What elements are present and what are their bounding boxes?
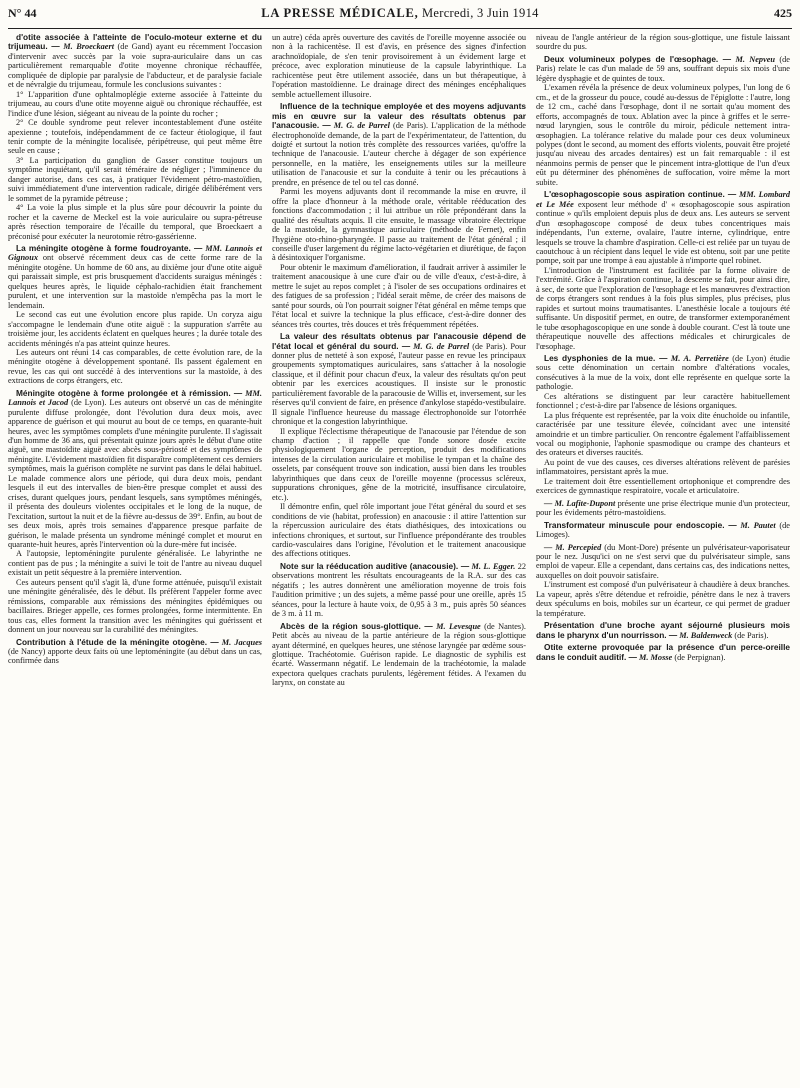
article-authors: MM. Lombard et Le Mée (536, 190, 790, 209)
article-paragraph: niveau de l'angle antérieur de la région sous-glottique, une fistule laissant sourdre du pus. (536, 33, 790, 52)
article-lead (536, 543, 790, 581)
article-authors: M. G. de Parrel (333, 121, 390, 131)
article-affiliation: (de Paris). (472, 341, 508, 351)
article-paragraph: Les auteurs ont réuni 14 cas comparables, de cette évolution rare, de la méningite otogène à développement spontané. Ils passent également en revue, les cas qui ont succédé à des interventions sur la mastoïde, à des extractions de corps étrangers, etc. (8, 347, 262, 386)
article-block (536, 354, 790, 496)
article-lead (536, 354, 790, 392)
article-text: Pour donner plus de netteté à son exposé, l'auteur passe en revue les principaux groupements symptomatiques auriculaires, sans s'attacher à la nosologie classique, et il définit pour chacun d'eux, la valeur des résultats qu'on peut obtenir par les exercices acoustiques. Il insiste sur le pronostic particulièrement favorable de la paracousie de Willis et, inversement, sur les réserves qu'il convient de faire, en présence d'ankylose stapédo-vestibulaire. Il signale l'influence heureuse du massage électrophonoïde sur l'otorrhée chronique et la congestion labyrinthique. (272, 341, 526, 427)
article-lead (8, 33, 262, 90)
page-number: 425 (773, 6, 792, 20)
column-1 (8, 33, 262, 1069)
article-affiliation: (de Perpignan). (674, 652, 726, 662)
article-lead (8, 244, 262, 310)
article-block (536, 499, 790, 518)
article-affiliation: (de Lyon) (732, 353, 767, 363)
article-affiliation: (de Nancy) (8, 647, 46, 656)
article-paragraph: Il explique l'éclectisme thérapeutique de l'anacousie par l'étendue de son champ d'action ; il rappelle que l'onde sonore dosée excite physiologiquement l'organe de perception, produit des modifications intenses de la circulation auriculaire et mobilise le tympan et la chaîne des osselets, par conséquent trouve son indication, aussi bien dans les troubles labyrinthiques que dans ceux de l'oreille moyenne (processus scléreux, suppurations chroniques, gêne de la motricité, insuffisance circulatoire, etc.). (272, 426, 526, 502)
journal-title: LA PRESSE MÉDICALE, (261, 6, 419, 20)
article-lead (8, 389, 262, 550)
article-block (272, 33, 526, 99)
article-title: Influence de la technique employée et des moyens adjuvants mis en œuvre sur la valeur des résultats obtenus par l'anacousie. — (272, 101, 526, 131)
article-paragraph: Il démontre enfin, quel rôle important joue l'état général du sourd et ses conditions de vie (habitat, profession) en anacousie : il attire l'attention sur la répercussion auriculaire des états diathésiques, des intoxications ou infections chroniques, et surtout, sur l'influence prépondérante des troubles cardio-vasculaires dans l'origine, l'évolution et le traitement anacousique des affections otitiques. (272, 502, 526, 559)
article-text: présente une prise électrique munie d'un protecteur, pour les évidements pétro-mastoïdiens. (536, 498, 790, 518)
article-authors: M. Nepveu (735, 54, 776, 64)
article-lead (536, 190, 790, 266)
article-block (272, 102, 526, 329)
article-title: L'œsophagoscopie sous aspiration continue. — (544, 189, 737, 200)
article-text: Les auteurs ont observé un cas de méningite purulente diffuse prolongée, dont l'évolution dura deux mois, avec apparence de guérison et qui mourut au bout de ce temps, en quarante-huit heures, avec les symptômes complets d'une méningite purulente. Il s'agissait d'un homme de 36 ans, qui présentait quinze jours après le début d'une otite aiguë, une mastoïdite aiguë avec abcès sous-périosté et des symptômes de méningite. L'évidement mastoïdien fit disparaître complètement ces derniers symptômes, mais la guérison complète ne survint pas dans le délai habituel. Le malade commence alors une période, qui dura deux mois, pendant lesquels il eut des intervalles de bien-être presque complet et aussi des crises, durant quelques jours, pendant lesquels, sans symptômes méningés, il présenta des douleurs violentes occipitales et le long de la nuque, de l'excitation, surtout la nuit et de la fièvre au-dessus de 39°. Enfin, au bout de ses deux mois, après trois semaines d'apparence presque parfaite de guérison, le malade présenta un syndrome méningé complet et mourut en quarante-huit heures, après l'intervention où la dure-mère fut incisée. (8, 398, 262, 550)
article-affiliation: (de Nantes). (484, 621, 526, 631)
article-affiliation: (du Mont-Dore) (604, 542, 659, 552)
article-title: Abcès de la région sous-glottique. — (280, 620, 433, 631)
article-block (8, 638, 262, 666)
column-3 (536, 33, 790, 1069)
article-affiliation: (de Gand) (117, 42, 153, 52)
article-lead (272, 332, 526, 427)
journal-masthead (261, 6, 538, 21)
article-authors: MM. Lannois et Jacod (8, 388, 262, 408)
article-paragraph: Ces auteurs pensent qu'il s'agit là, d'une forme atténuée, puisqu'il existait une méningite généralisée, dès le début. Ils préfèrent l'appeler forme avec rémissions, comparable aux rémissions des méningites épidémiques ou bacillaires. Brieger appelle, ces formes prolongées, forme intermittente. En tous cas, elles forment la transition avec les méningites qui guérissent et donnent un jour nouveau sur la curabilité des méningites. (8, 577, 262, 635)
article-lead (536, 643, 790, 662)
article-paragraph: Ces altérations se distinguent par leur caractère habituellement fonctionnel ; c'est-à-dire par l'absence de lésions organiques. (536, 391, 790, 411)
article-authors: M. Mosse (639, 652, 673, 662)
article-block (8, 244, 262, 386)
article-paragraph: 1° L'apparition d'une ophtalmoplégie externe associée à l'atteinte du trijumeau, au cours d'une otite moyenne aiguë ou chronique réchauffée, est l'indice d'une lésion, siégeant au niveau de la pointe du rocher ; (8, 89, 262, 118)
article-lead (536, 55, 790, 83)
article-block (8, 33, 262, 241)
article-paragraph: L'examen révéla la présence de deux volumineux polypes, l'un long de 6 cm., et de la grosseur du pouce, coudé au-dessus de l'épiglotte : l'autre, long de 12 cm., caché dans l'œsophage, dont il ne sortait qu'au moment des efforts, accompagnés de toux. Ablation avec la pince à griffes et le serre-nœud laryngien, sous le contrôle du miroir, pédicule nettement intra-œsophagien. La tolérance relative du malade pour ces deux volumineux polypes (dont le second, au moment des efforts violents, pouvait être projeté jusqu'au niveau des arcades dentaires) est un fait remarquable : il est néanmoins permis de penser que le pincement intra-glottique de l'un d'eux eût pu déterminer des phénomènes de suffocation, voire même la mort subite. (536, 83, 790, 187)
article-block (272, 332, 526, 559)
article-block (536, 190, 790, 351)
article-lead (536, 621, 790, 640)
article-affiliation: (de Limoges). (536, 520, 790, 540)
article-block (272, 622, 526, 688)
issue-number: N° 44 (8, 6, 37, 20)
article-title: Méningite otogène à forme prolongée et à rémission. — (16, 387, 243, 398)
article-authors: M. G. de Parrel (413, 341, 470, 351)
article-paragraph: 3° La participation du ganglion de Gasser constitue toujours un symptôme inquiétant, qu'il serait téméraire de négliger ; l'imminence du danger autorise, dans ces cas, à pratiquer l'évidement pétro-mastoïdien, suivi immédiatement d'une intervention radicale, dirigée délibérément vers le sommet de la pyramide pétreuse ; (8, 155, 262, 203)
article-title: Transformateur minuscule pour endoscopie. — (544, 519, 737, 530)
text-columns (8, 33, 792, 1069)
article-block (8, 389, 262, 635)
running-header (8, 6, 792, 29)
article-authors: M. Pautet (740, 520, 776, 530)
article-authors: M. Broeckaert (63, 42, 115, 52)
article-paragraph: Parmi les moyens adjuvants dont il recommande la mise en œuvre, il offre la place d'honneur à la méthode orale, véritable rééducation des fonctions d'accommodation ; il lui attribue un rôle prépondérant dans la qualité des résultats acquis. Il cite ensuite, le massage vibratoire électrique de la mastoïde, la gymnastique auriculaire (méthode de Fernet), enfin l'hygiène oto-rhino-pharyngée. Il passe au traitement de l'état général ; il conseille d'user largement du régime lacto-végétarien et diurétique, de façon à désintoxiquer l'organisme. (272, 187, 526, 263)
article-authors: M. Levesque (436, 621, 481, 631)
article-paragraph: Au point de vue des causes, ces diverses altérations relèvent de parésies inflammatoires, persistant après la mue. (536, 457, 790, 477)
article-lead (272, 102, 526, 187)
article-lead (536, 521, 790, 540)
article-lead (536, 499, 790, 518)
article-affiliation: (de Paris). (392, 121, 429, 131)
column-2 (272, 33, 526, 1069)
article-block (536, 521, 790, 540)
article-text: relate le cas d'un malade de 59 ans, souffrant depuis six mois d'une légère dysphagie et de quintes de toux. (536, 64, 790, 83)
article-title: Présentation d'une broche ayant séjourné plusieurs mois dans le pharynx d'un nourrisson. — (536, 620, 790, 640)
article-paragraph: L'introduction de l'instrument est facilitée par la forme olivaire de l'extrémité. Grâce à l'aspiration continue, la descente se fait, pour ainsi dire, à sec, de sorte que l'exploration de l'œsophage et les manœuvres d'extraction de corps étrangers sont rendues à la fois plus simples, plus précises, plus rapides et surtout moins traumatisantes. L'anesthésie locale a toujours été suffisante. Un dispositif permet, en outre, de transformer extemporanément le tube œsophagoscopique en une sonde à double courant. C'est là toute une thérapeutique nouvelle des affections médicales et chirurgicales de l'œsophage. (536, 265, 790, 351)
article-paragraph: 2° Ce double syndrome peut relever incontestablement d'une ostéite apexienne ; toutefois, indépendamment de ce facteur étiologique, il faut tenir compte de la méningite localisée, péripétreuse, qui peut même être seule en cause ; (8, 118, 262, 156)
article-authors: M. Jacques (221, 637, 262, 647)
article-block (536, 643, 790, 662)
article-authors: — M. Lafite-Dupont (544, 498, 616, 508)
article-authors: M. Baldenweck (679, 630, 733, 640)
article-authors: M. L. Egger. (471, 561, 516, 571)
article-paragraph: Le traitement doit être essentiellement ortophonique et comprendre des exercices de gymnastique respiratoire, vocale et articulatoire. (536, 476, 790, 496)
article-title: La méningite otogène à forme foudroyante. — (16, 242, 203, 253)
article-text: apporte deux faits où une leptoméningite (au début dans un cas, confirmée dans (8, 647, 262, 666)
article-text: étudie sous cette dénomination un certain nombre d'altérations vocales, consécutives à la mue de la voix, dont elle représente en quelque sorte la pathologie. (536, 353, 790, 392)
article-paragraph: Le second cas eut une évolution encore plus rapide. Un coryza aigu s'accompagne le lendemain d'une otite aiguë : la suppuration s'arrête au troisième jour, les accidents éclatent en quelques heures ; la durée totale des accidents méningés n'a pas atteint quinze heures. (8, 310, 262, 348)
article-text: exposent leur méthode d' « œsophagoscopie sous aspiration continue » qu'ils emploient depuis plus de deux ans. Les auteurs se servent d'un œsophagoscope composé de deux tubes concentriques mais indépendants, l'un externe, ovalaire, l'autre interne, cylindrique, entre lesquels se trouve la chambre d'aspiration. Celle-ci est reliée par un tuyau de caoutchouc à un récipient dans lequel le vide est obtenu, soit par une petite pompe, soit par une trompe à eau ajustable à n'importe quel robinet. (536, 199, 790, 266)
article-title: Otite externe provoquée par la présence d'un perce-oreille dans le conduit auditif. — (536, 642, 790, 662)
article-block (536, 55, 790, 187)
article-block (536, 621, 790, 640)
article-lead (272, 562, 526, 619)
article-paragraph: A l'autopsie, leptoméningite purulente généralisée. Le labyrinthe ne contient pas de pus ; la méningite a suivi le toit de l'antre au niveau duquel existait un petit séquestre à la première intervention. (8, 549, 262, 578)
article-block (536, 33, 790, 52)
article-paragraph: un autre) céda après ouverture des cavités de l'oreille moyenne associée ou non à la rachicentèse. Il est d'avis, en présence des signes d'infection arachnoïdopiale, de s'en tenir provisoirement à un évidement large et précoce, avec exploration minutieuse de la capsule labyrinthique. La rachicentèse peut être utilement associée, dans un but thérapeutique, à l'opération mastoïdienne. Le drainage direct des méninges encéphaliques semble actuellement illusoire. (272, 33, 526, 99)
article-text: Petit abcès au niveau de la partie antérieure de la région sous-glottique ayant déterminé, en quelques heures, une sténose laryngée par œdème sous-glottique. Trachéotomie. Guérison rapide. Le diagnostic de syphilis est écarté. Wassermann négatif. Le lendemain de la trachéotomie, la malade expectora quelques crachats purulents, légèrement fétides. A l'examen du larynx, on constate au (272, 631, 526, 688)
article-paragraph: La plus fréquente est représentée, par la voix dite énuchoïde ou infantile, caractérisée par une tessiture élevée, coïncidant avec une intensité amoindrie et un timbre particulier. On rencontre également l'affaiblissement vocal ou mogiphonie, l'aphonie spasmodique ou crampe des chanteurs et des orateurs et diverses raucités. (536, 410, 790, 458)
article-title: Note sur la rééducation auditive (anacousie). — (280, 560, 470, 571)
article-authors: — M. Percepied (544, 542, 602, 552)
article-affiliation: (de Paris) (536, 54, 790, 74)
article-text: ayant eu récemment l'occasion d'intervenir avec succès par la voie supra-auriculaire dans un cas particulièrement remarquable d'otite moyenne chronique réchauffée, compliquée de diplopie par paralysie de l'abducteur, et de paralysie faciale et de névralgie du trijumeau, formule les conclusions suivantes : (8, 42, 262, 90)
article-affiliation: (de Paris). (734, 630, 769, 640)
article-text: ont observé récemment deux cas de cette forme rare de la méningite otogène. Un homme de 60 ans, au dixième jour d'une otite aiguë qui paraissait simple, est pris brusquement d'accidents suraigus méningés : quelques heures après, le liquide céphalo-rachidien était franchement purulent, et une intervention sur la mastoïde n'empêcha pas la mort le lendemain. (8, 253, 262, 310)
article-block (536, 543, 790, 619)
article-authors: M. A. Perretière (670, 353, 729, 363)
article-lead (8, 638, 262, 666)
article-text: L'application de la méthode électrophonoïde demande, de la part de l'expérimentateur, de l'attention, du doigté et surtout la notion très complète des ressources variées, qu'offre la technique de l'anacousie. L'auteur cherche à dégager de son expérience personnelle, en la matière, les enseignements utiles sur la meilleure utilisation de l'anacousie et sur la conduite à tenir ou les précautions à prendre, en présence de tel ou tel cas donné. (272, 121, 526, 187)
article-authors: MM. Lannois et Gignoux (8, 243, 262, 263)
journal-page (8, 6, 792, 1076)
issue-date: Mercredi, 3 Juin 1914 (421, 6, 539, 20)
article-title: d'otite associée à l'atteinte de l'oculo-moteur externe et du trijumeau. — (8, 33, 262, 52)
article-paragraph: 4° La voie la plus simple et la plus sûre pour découvrir la pointe du rocher et la caverne de Meckel est la voie auriculaire ou supra-pétreuse après résection temporaire de l'écaille du temporal, que Broeckaert a préconisé pour exécuter la neurotomie rétro-gassérienne. (8, 203, 262, 241)
article-text: présente un pulvérisateur-vaporisateur pour le nez. Jusqu'ici on ne s'est servi que du pulvérisateur simple, sans emploi de vapeur. Elle a cependant, dans certains cas, des indications nettes, auxquelles on doit pouvoir satisfaire. (536, 542, 790, 580)
article-text: 22 observations montrent les résultats encourageants de la R.A. sur des cas négatifs ; les autres donnèrent une amélioration moyenne de trois fois l'audition primitive ; un des sujets, a même passé pour une oreille, après 15 séances, pour la lecture à haute voix, de 0,95 à 3 m., puis après 50 séances de 3 m. à 11 m. (272, 561, 526, 619)
article-paragraph: L'instrument est composé d'un pulvérisateur à chaudière à deux branches. La vapeur, après s'être détendue et refroidie, pénètre dans le nez à travers deux spéculums en bois, mobiles sur un écarteur, ce qui permet de graduer la température. (536, 580, 790, 618)
article-paragraph: Pour obtenir le maximum d'amélioration, il faudrait arriver à assimiler le traitement anacousique à une cure d'air ou de ville d'eaux, c'est-à-dire, à mettre le sujet au repos complet ; à l'isoler de ses occupations ordinaires et des fatigues de sa profession ; l'idéal serait même, de créer des maisons de santé pour sourds, où l'on pourrait soigner l'état général en même temps que l'état local et suivre la technique la plus efficace, c'est-à-dire donner des séances très courtes, très douces et très fréquemment répétées. (272, 262, 526, 329)
article-title: Deux volumineux polypes de l'œsophage. — (544, 53, 732, 64)
article-lead (272, 622, 526, 688)
article-title: La valeur des résultats obtenus par l'anacousie dépend de l'état local et général du sourd. — (272, 331, 526, 351)
article-title: Contribution à l'étude de la méningite otogène. — (16, 636, 219, 647)
article-title: Les dysphonies de la mue. — (544, 352, 668, 363)
article-affiliation: (de Lyon). (71, 398, 107, 408)
article-block (272, 562, 526, 619)
